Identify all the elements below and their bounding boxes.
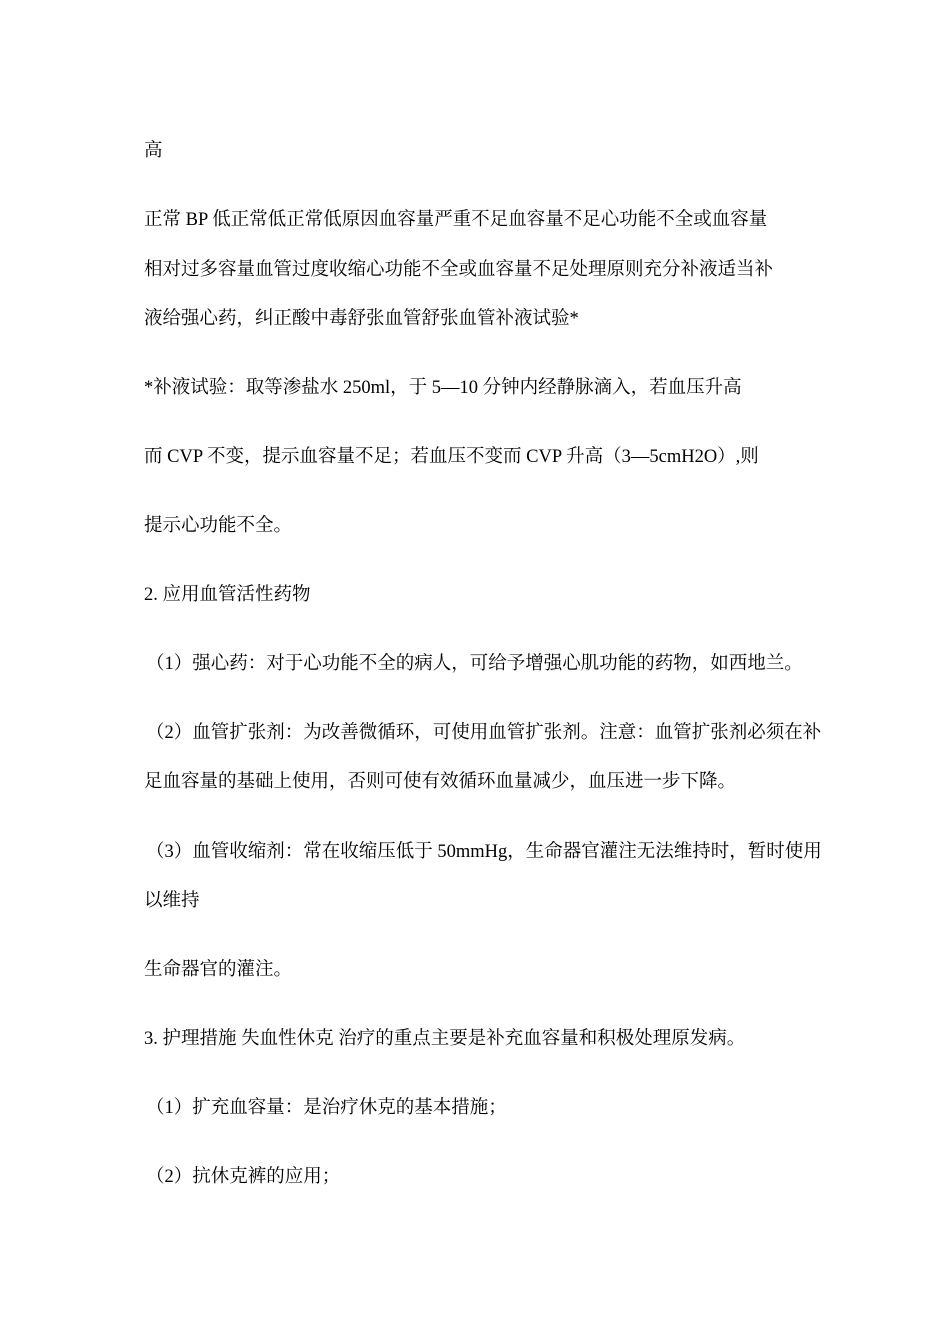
text-line-7: 提示心功能不全。 [144,516,293,536]
text-line-10: （2）血管扩张剂：为改善微循环，可使用血管扩张剂。注意：血管扩张剂必须在补 [146,723,822,743]
text-line-3: 相对过多容量血管过度收缩心功能不全或血容量不足处理原则充分补液适当补 [144,260,774,280]
section-heading-2: 2. 应用血管活性药物 [144,585,311,605]
text-line-4: 液给强心药，纠正酸中毒舒张血管舒张血管补液试验* [144,309,579,329]
text-line-6: 而 CVP 不变，提示血容量不足；若血压不变而 CVP 升高（3—5cmH2O）,则 [144,447,759,467]
text-line-13: 以维持 [144,891,200,911]
text-line-12: （3）血管收缩剂：常在收缩压低于 50mmHg，生命器官灌注无法维持时，暂时使用 [146,842,822,862]
text-line-5: *补液试验：取等渗盐水 250ml，于 5—10 分钟内经静脉滴入，若血压升高 [144,378,742,398]
text-line-1: 高 [144,141,163,161]
text-line-11: 足血容量的基础上使用，否则可使有效循环血量减少，血压进一步下降。 [144,772,737,792]
text-line-2: 正常 BP 低正常低正常低原因血容量严重不足血容量不足心功能不全或血容量 [144,210,768,230]
section-heading-3: 3. 护理措施 失血性休克 治疗的重点主要是补充血容量和积极处理原发病。 [144,1029,746,1049]
text-line-9: （1）强心药：对于心功能不全的病人，可给予增强心肌功能的药物，如西地兰。 [146,654,803,674]
text-line-17: （2）抗休克裤的应用； [146,1167,341,1187]
text-line-16: （1）扩充血容量：是治疗休克的基本措施； [146,1098,507,1118]
text-line-14: 生命器官的灌注。 [144,960,293,980]
